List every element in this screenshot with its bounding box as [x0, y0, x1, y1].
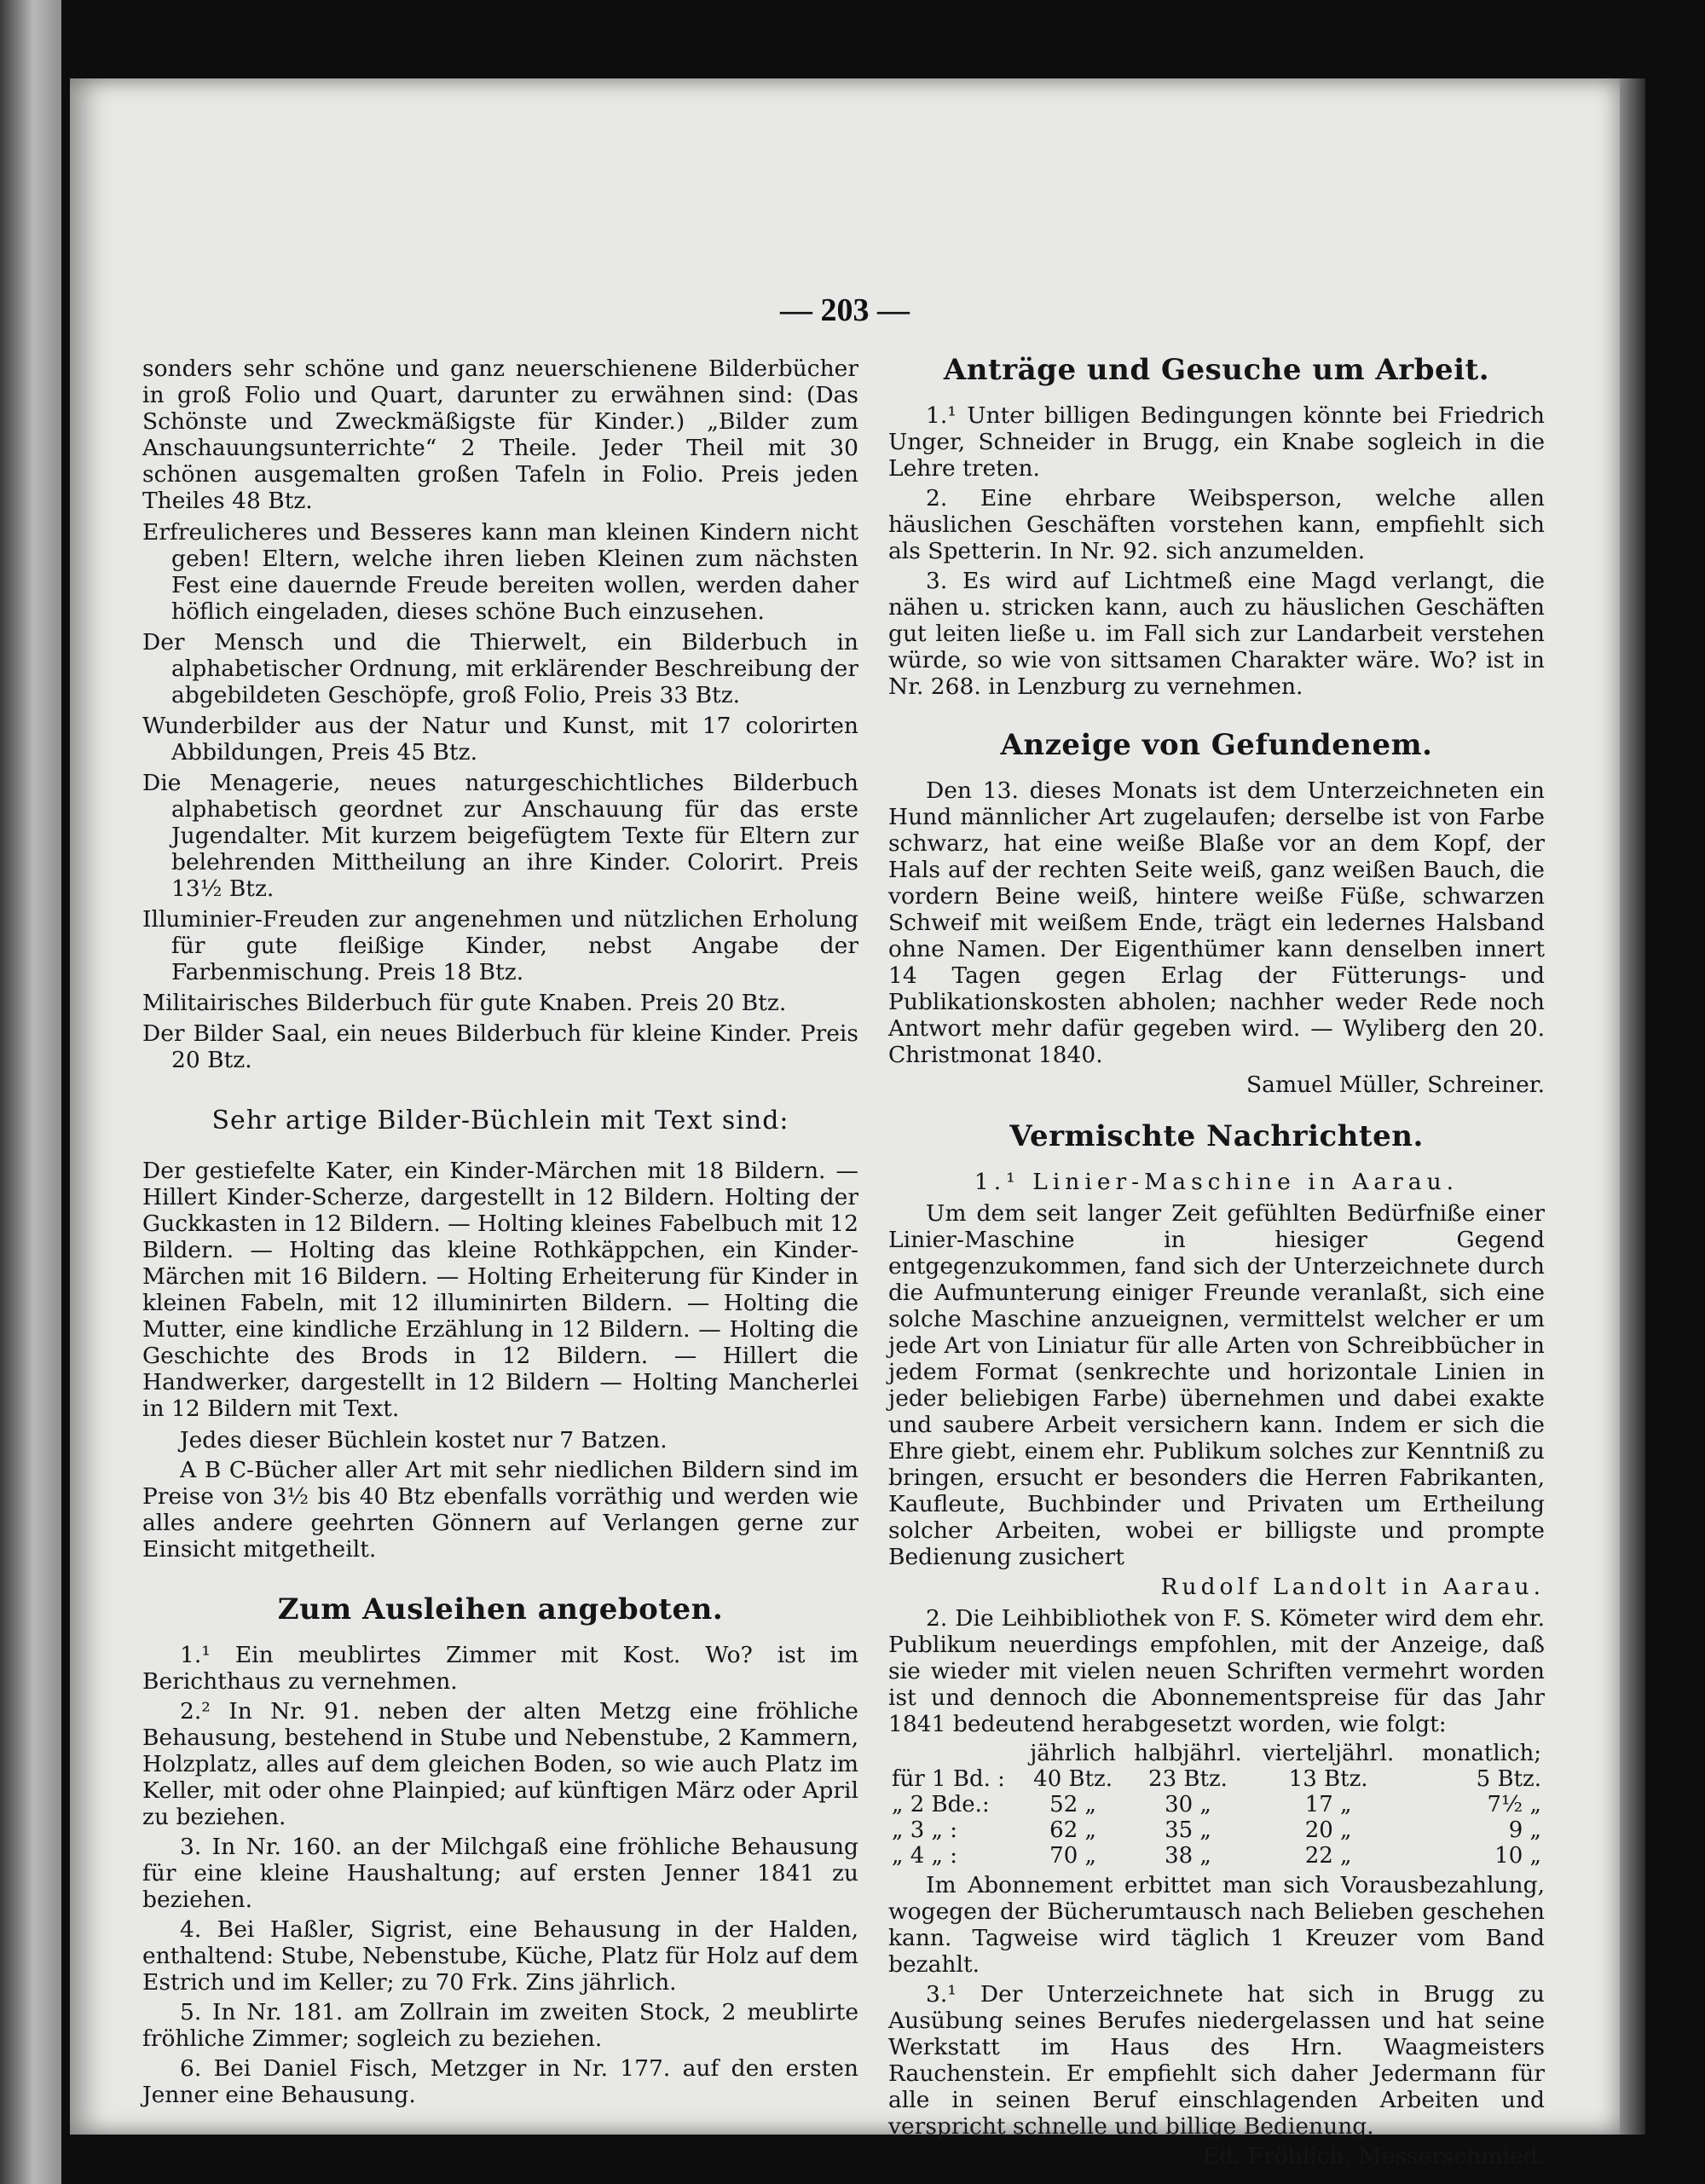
table-cell: 40 Btz. [1033, 1766, 1113, 1792]
table-cell: für 1 Bd. : [892, 1766, 1005, 1792]
list-item: Der Mensch und die Thierwelt, ein Bilderbuch in alphabetischer Ordnung, mit erklärender Beschreibung der abgebildeten Geschöpfe, groß Folio, Preis 33 Btz. [142, 629, 858, 708]
table-cell: „ 2 Bde.: [892, 1792, 990, 1817]
table-cell: 70 „ [1049, 1843, 1096, 1869]
table-cell: 22 „ [1304, 1843, 1352, 1869]
table-row [888, 1766, 1545, 1792]
table-cell: 13 Btz. [1288, 1766, 1368, 1792]
table-row [888, 1817, 1545, 1843]
workshop-signature: Ed. Fröhlich, Messerschmied. [1202, 2143, 1545, 2170]
table-cell: 7½ „ [1487, 1792, 1541, 1817]
loan-item: 1.¹ Ein meublirtes Zimmer mit Kost. Wo? ist im Berichthaus zu vernehmen. [142, 1642, 858, 1695]
table-row [888, 1792, 1545, 1817]
page-number: — 203 — [780, 292, 910, 328]
library-paragraph: 2. Die Leihbibliothek von F. S. Kömeter wird dem ehr. Publikum neuerdings empfohlen, mit der Anzeige, daß sie wieder mit vielen neuen Schriften vermehrt worden ist und dennoch die Abonnementspreise für das Jahr 1841 bedeutend herabgesetzt worden, wie folgt: [888, 1605, 1545, 1737]
found-signature: Samuel Müller, Schreiner. [1246, 1072, 1545, 1098]
table-cell: 17 „ [1304, 1792, 1352, 1817]
list-item: Der Bilder Saal, ein neues Bilderbuch für kleine Kinder. Preis 20 Btz. [142, 1020, 858, 1073]
misc-signature: Rudolf Landolt in Aarau. [1160, 1574, 1545, 1600]
table-row [888, 1843, 1545, 1869]
list-item: Die Menagerie, neues naturgeschichtliches Bilderbuch alphabetisch geordnet zur Anschauung für das erste Jugendalter. Mit kurzem beigefügtem Texte für Eltern zur belehrenden Mittheilung an ihre Kinder. Colorirt. Preis 13½ Btz. [142, 770, 858, 902]
table-cell: 5 Btz. [1476, 1766, 1541, 1792]
table-cell: „ 4 „ : [892, 1843, 958, 1869]
table-cell: 23 Btz. [1148, 1766, 1228, 1792]
booklets-price: Jedes dieser Büchlein kostet nur 7 Batzen. [180, 1427, 668, 1453]
loan-item: 3. In Nr. 160. an der Milchgaß eine fröhliche Behausung für eine kleine Haushaltung; auf ersten Jenner 1841 zu beziehen. [142, 1834, 858, 1913]
found-paragraph: Den 13. dieses Monats ist dem Unterzeichneten ein Hund männlicher Art zugelaufen; derselbe ist von Farbe schwarz, hat eine weiße Blaße vor an dem Kopf, der Hals auf der rechten Seite weiß, ganz weißen Bauch, die vordern Beine weiß, hintere weiße Füße, schwarzen Schweif mit weißem Ende, trägt ein ledernes Halsband ohne Namen. Der Eigenthümer kann denselben innert 14 Tagen gegen Erlag der Fütterungs- und Publikationskosten abholen; nachher weder Rede noch Antwort mehr dafür gegeben wird. — Wyliberg den 20. Christmonat 1840. [888, 777, 1545, 1068]
table-header-cell: jährlich [1030, 1741, 1116, 1766]
abc-paragraph: A B C-Bücher aller Art mit sehr niedlichen Bildern sind im Preise von 3½ bis 40 Btz ebenfalls vorräthig und werden wie alles andere geehrten Gönnern auf Verlangen gerne zur Einsicht mitgetheilt. [142, 1457, 858, 1563]
fees-table [888, 1741, 1545, 1869]
table-cell: 38 „ [1165, 1843, 1211, 1869]
work-item: 3. Es wird auf Lichtmeß eine Magd verlangt, die nähen u. stricken kann, auch zu häuslichen Geschäften gut leiten ließe u. im Fall sich zur Landarbeit verstehen würde, so wie von sittsamen Charakter wäre. Wo? ist in Nr. 268. in Lenzburg zu vernehmen. [888, 568, 1545, 700]
list-item: Wunderbilder aus der Natur und Kunst, mit 17 colorirten Abbildungen, Preis 45 Btz. [142, 713, 858, 766]
right-column [888, 355, 1545, 2175]
workshop-paragraph: 3.¹ Der Unterzeichnete hat sich in Brugg zu Ausübung seines Berufes niedergelassen und hat seine Werkstatt im Haus des Hrn. Waagmeisters Rauchenstein. Er empfiehlt sich daher Jedermann für alle in seinen Beruf einschlagenden Arbeiten und verspricht schnelle und billige Bedienung. [888, 1981, 1545, 2140]
list-item: Militairisches Bilderbuch für gute Knaben. Preis 20 Btz. [142, 990, 787, 1016]
previous-page-edge [0, 0, 61, 2184]
found-heading: Anzeige von Gefundenem. [1000, 728, 1433, 762]
table-cell: 20 „ [1304, 1817, 1352, 1843]
work-item: 2. Eine ehrbare Weibsperson, welche allen häuslichen Geschäften vorstehen kann, empfiehlt sich als Spetterin. In Nr. 92. sich anzumelden. [888, 485, 1545, 564]
table-cell: 52 „ [1049, 1792, 1096, 1817]
library-note: Im Abonnement erbittet man sich Vorausbezahlung, wogegen der Bücherumtausch nach Belieben geschehen kann. Tagweise wird täglich 1 Kreuzer vom Band bezahlt. [888, 1872, 1545, 1978]
table-cell: 30 „ [1165, 1792, 1211, 1817]
table-cell: 10 „ [1494, 1843, 1541, 1869]
list-item: Erfreulicheres und Besseres kann man kleinen Kindern nicht geben! Eltern, welche ihren lieben Kleinen zum nächsten Fest eine dauernde Freude bereiten wollen, werden daher höflich eingeladen, dieses schöne Buch einzusehen. [142, 519, 858, 625]
loan-item: 4. Bei Haßler, Sigrist, eine Behausung in der Halden, enthaltend: Stube, Nebenstube, Küche, Platz für Holz auf dem Estrich und im Keller; zu 70 Frk. Zins jährlich. [142, 1916, 858, 1996]
table-header-cell: monatlich; [1422, 1741, 1541, 1766]
table-header-cell: vierteljährl. [1262, 1741, 1395, 1766]
loan-heading: Zum Ausleihen angeboten. [277, 1592, 724, 1626]
booklets-heading: Sehr artige Bilder-Büchlein mit Text sind: [211, 1106, 789, 1135]
table-cell: 9 „ [1508, 1817, 1541, 1843]
table-header-cell [888, 1741, 1021, 1766]
work-heading: Anträge und Gesuche um Arbeit. [943, 353, 1490, 387]
booklets-paragraph: Der gestiefelte Kater, ein Kinder-Märchen mit 18 Bildern. — Hillert Kinder-Scherze, dargestellt in 12 Bildern. Holting der Guckkasten in 12 Bildern. — Holting kleines Fabelbuch mit 12 Bildern. — Holting das kleine Rothkäppchen, ein Kinder-Märchen mit 16 Bildern. — Holting Erheiterung für Kinder in kleinen Fabeln, mit 12 illuminirten Bildern. — Holting die Mutter, eine kindliche Erzählung in 12 Bildern. — Holting die Geschichte des Brods in 12 Bildern. — Hillert die Handwerker, dargestellt in 12 Bildern — Holting Mancherlei in 12 Bildern mit Text. [142, 1158, 858, 1422]
table-cell: 62 „ [1049, 1817, 1096, 1843]
table-header-row [888, 1741, 1545, 1766]
left-column [142, 355, 858, 2112]
work-item: 1.¹ Unter billigen Bedingungen könnte bei Friedrich Unger, Schneider in Brugg, ein Knabe sogleich in die Lehre treten. [888, 402, 1545, 482]
loan-item: 5. In Nr. 181. am Zollrain im zweiten Stock, 2 meublirte fröhliche Zimmer; sogleich zu beziehen. [142, 1999, 858, 2052]
intro-paragraph: sonders sehr schöne und ganz neuerschienene Bilderbücher in groß Folio und Quart, darunter zu erwähnen sind: (Das Schönste und Zweckmäßigste für Kinder.) „Bilder zum Anschauungsunterrichte“ 2 Theile. Jeder Theil mit 30 schönen ausgemalten großen Tafeln in Folio. Preis jeden Theiles 48 Btz. [142, 355, 858, 514]
newspaper-page [70, 78, 1620, 2170]
list-item: Illuminier-Freuden zur angenehmen und nützlichen Erholung für gute fleißige Kinder, nebst Angabe der Farbenmischung. Preis 18 Btz. [142, 906, 858, 985]
table-header-cell: halbjährl. [1134, 1741, 1242, 1766]
misc-paragraph: Um dem seit langer Zeit gefühlten Bedürfniße einer Linier-Maschine in hiesiger Gegend entgegenzukommen, fand sich der Unterzeichnete durch die Aufmunterung einiger Freunde veranlaßt, sich eine solche Maschine anzueignen, vermittelst welcher er um jede Art von Liniatur für alle Arten von Schreibbücher in jedem Format (senkrechte und horizontale Linien in jeder beliebigen Farbe) übernehmen und dabei exakte und saubere Arbeit versichern kann. Indem er sich die Ehre giebt, einem ehr. Publikum solches zur Kenntniß zu bringen, ersucht er besonders die Herren Fabrikanten, Kaufleute, Buchbinder und Privaten um Ertheilung solcher Arbeiten, wobei er billigste und prompte Bedienung zusichert [888, 1200, 1545, 1570]
misc-heading: Vermischte Nachrichten. [1009, 1119, 1424, 1153]
misc-subtitle: 1.¹ Linier-Maschine in Aarau. [974, 1169, 1459, 1195]
table-cell: 35 „ [1165, 1817, 1211, 1843]
loan-item: 2.² In Nr. 91. neben der alten Metzg eine fröhliche Behausung, bestehend in Stube und Nebenstube, 2 Kammern, Holzplatz, alles auf dem gleichen Boden, so wie auch Platz im Keller, mit oder ohne Plainpied; auf künftigen März oder April zu beziehen. [142, 1698, 858, 1830]
table-cell: „ 3 „ : [892, 1817, 958, 1843]
loan-item: 6. Bei Daniel Fisch, Metzger in Nr. 177. auf den ersten Jenner eine Behausung. [142, 2055, 858, 2108]
page-right-edge [1620, 78, 1645, 2135]
